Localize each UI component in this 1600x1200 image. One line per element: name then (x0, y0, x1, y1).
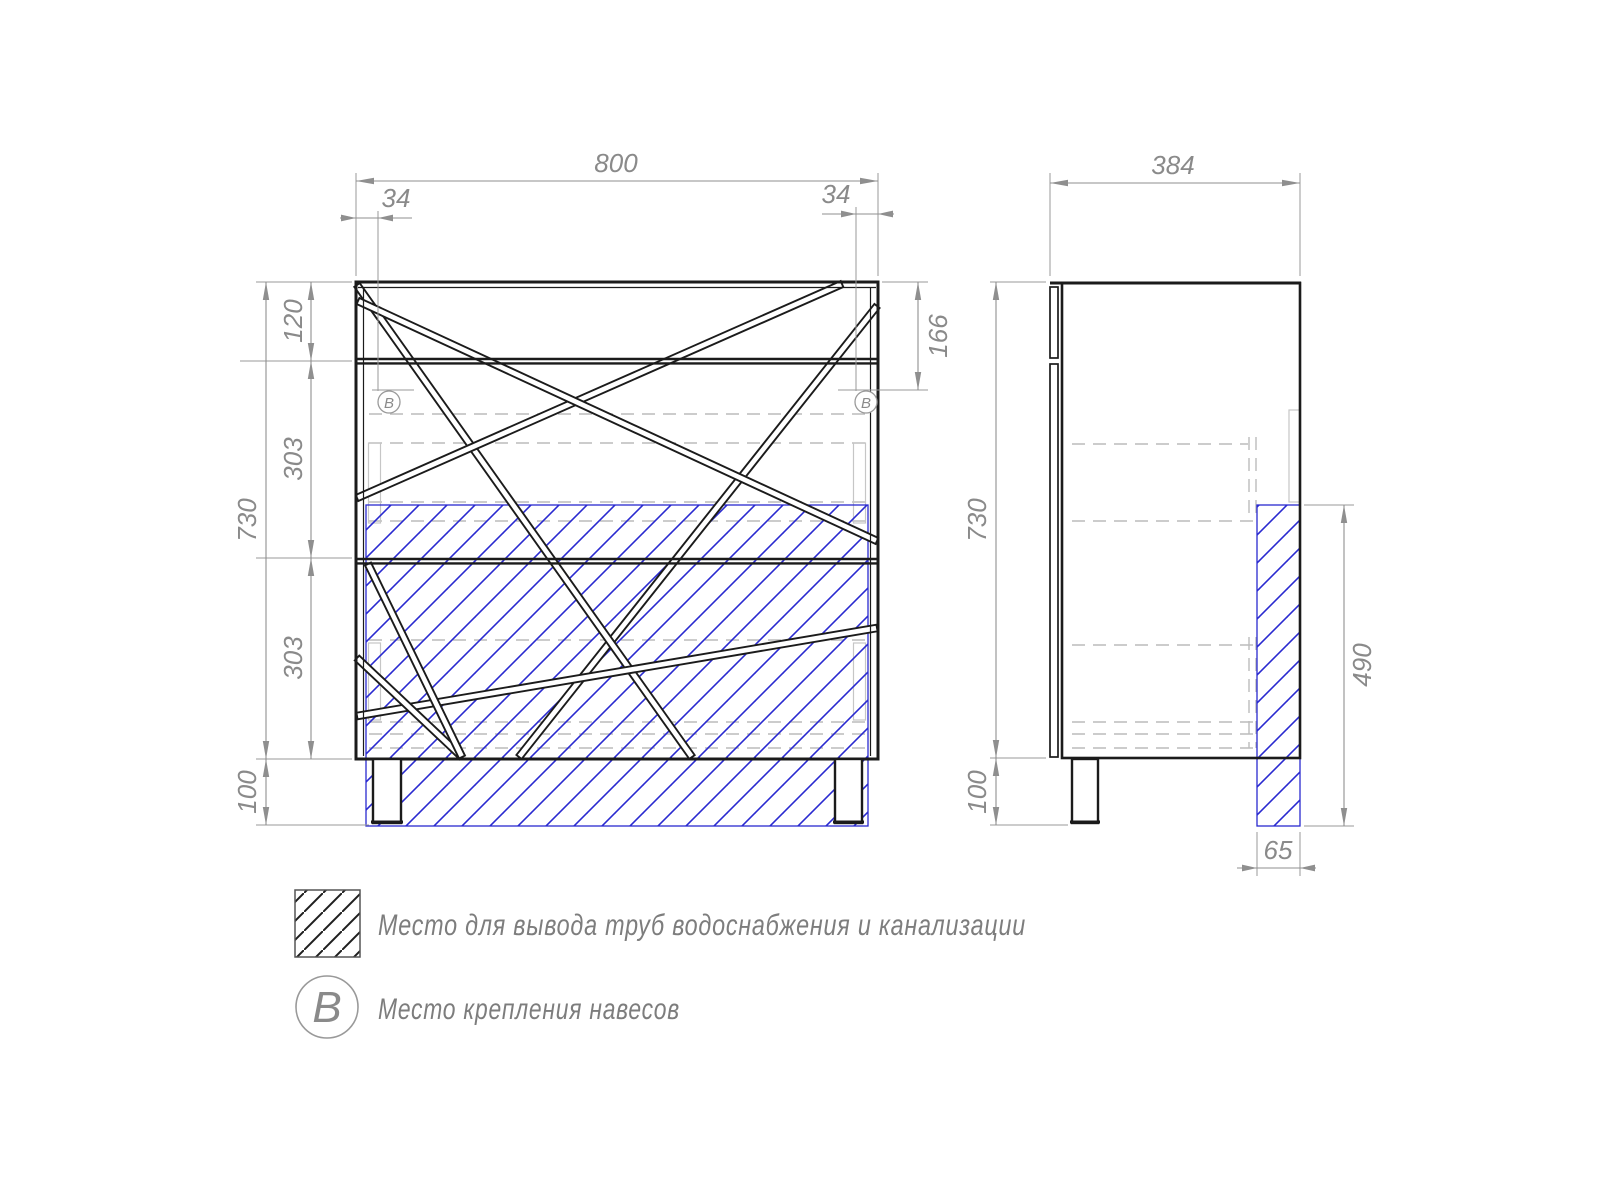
dim-side-depth: 384 (1151, 150, 1195, 180)
dim-front-offset-left: 34 (381, 183, 411, 213)
dim-side-height: 730 (962, 498, 992, 542)
mount-marker-letter-right: B (860, 395, 872, 412)
dim-front-height: 730 (232, 498, 262, 542)
side-view (1050, 283, 1301, 826)
dim-front-offset-right: 34 (821, 179, 851, 209)
legend (295, 890, 1026, 1038)
side-leg (1072, 759, 1098, 823)
dim-side-pipe-zone-width: 65 (1263, 835, 1293, 865)
front-leg-right (835, 759, 862, 823)
side-door-lower (1050, 364, 1058, 757)
dim-side-legs: 100 (962, 770, 992, 814)
dim-front-hanger-offset: 166 (923, 314, 953, 358)
legend-marker-label: Место крепления навесов (378, 993, 680, 1026)
dim-front-top-section: 120 (278, 299, 308, 343)
legend-hatch-label: Место для вывода труб водоснабжения и канализации (378, 909, 1026, 942)
side-door-upper (1050, 287, 1058, 358)
dim-front-middle-section: 303 (278, 437, 308, 481)
dim-side-pipe-zone-height: 490 (1347, 643, 1377, 687)
mount-marker-letter-left: B (383, 395, 395, 412)
legend-hatch-swatch (295, 890, 360, 957)
legend-marker-letter: B (312, 983, 342, 1032)
pipe-zone-side (1257, 505, 1300, 826)
dim-front-width: 800 (594, 148, 638, 178)
dim-front-legs: 100 (232, 770, 262, 814)
pipe-zone-front (366, 505, 868, 826)
front-leg-left (373, 759, 401, 823)
front-view (354, 281, 879, 826)
dim-front-bottom-section: 303 (278, 636, 308, 680)
